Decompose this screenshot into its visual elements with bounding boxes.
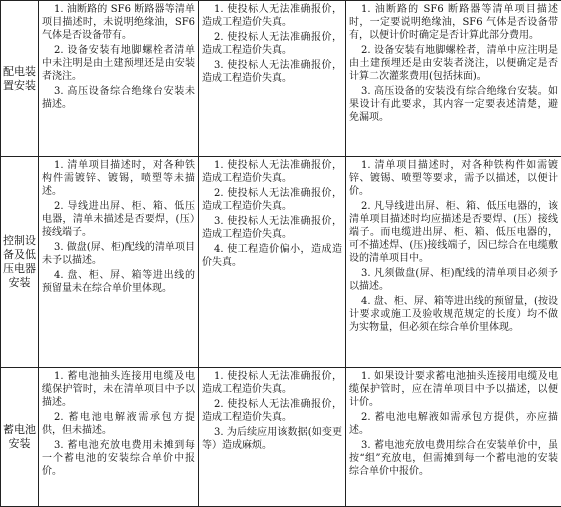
consequence-item: 3. 使投标人无法准确报价，造成工程造价失真。 (202, 60, 342, 84)
problem-item: 4. 盘、柜、屏、箱等进出线的预留量未在综合单价里体现。 (42, 270, 195, 294)
solution-item: 3. 蓄电池充放电费用综合在安装单价中，虽按“组”充放电，但需摊到每一个蓄电池的安装综合单价中报价。 (349, 440, 558, 477)
problem-item: 1. 蓄电池抽头连接用电缆及电缆保护管时，未在清单项目中予以描述。 (42, 371, 195, 408)
solution-item: 4. 盘、柜、屏、箱等进出线的预留量，(按设计要求或施工及验收规范规定的长度）均不做为实物量，但必须在综合单价里体现。 (349, 296, 558, 333)
category-cell: 控制设备及低压电器安装 (1, 157, 39, 368)
consequence-item: 2. 使投标人无法准确报价，造成工程造价失真。 (202, 32, 342, 56)
consequence-cell (199, 157, 346, 368)
category-cell: 蓄电池安装 (1, 368, 39, 507)
solution-item: 3. 高压设备的安装没有综合绝缘台安装。如果设计有此要求，其内容一定要表述清楚，避免漏项。 (349, 86, 558, 123)
table-row (1, 1, 561, 157)
problem-item: 2. 蓄电池电解液需承包方提供，但未描述。 (42, 412, 195, 436)
table-row (1, 368, 561, 507)
consequence-item: 4. 使工程造价偏小，造成造价失真。 (202, 244, 342, 268)
solution-item: 3. 凡须做盘(屏、柜)配线的清单项目必须予以描述。 (349, 268, 558, 292)
problem-item: 2. 设备安装有地脚螺栓者清单中未注明是由土建预埋还是由安装者浇注。 (42, 45, 195, 82)
problem-cell (39, 157, 199, 368)
consequence-item: 3. 为后续应用该数据(如变更等）造成麻烦。 (202, 427, 342, 451)
solution-item: 2. 设备安装有地脚螺栓者，清单中应注明是由土建预埋还是由安装者浇注，以便确定是否计算二次灌浆费用(包括抹面)。 (349, 45, 558, 82)
solution-cell (346, 368, 561, 507)
problem-item: 3. 高压设备综合绝缘台安装未描述。 (42, 86, 195, 110)
solution-cell (346, 1, 561, 157)
consequence-item: 2. 使投标人无法准确报价，造成工程造价失真。 (202, 188, 342, 212)
category-cell: 配电装置安装 (1, 1, 39, 157)
problem-item: 3. 做盘(屏、柜)配线的清单项目未予以描述。 (42, 242, 195, 266)
solution-item: 2. 蓄电池电解液如需承包方提供，亦应描述。 (349, 412, 558, 436)
problem-item: 1. 油断路的 SF6 断路器等清单项目描述时，未说明绝缘油，SF6 气体是否设备带有。 (42, 4, 195, 41)
problem-item: 2. 导线进出屏、柜、箱、低压电器，清单未描述是否要焊，(压）接线端子。 (42, 201, 195, 238)
consequence-item: 1. 使投标人无法准确报价，造成工程造价失真。 (202, 160, 342, 184)
problem-cell (39, 1, 199, 157)
table-row (1, 157, 561, 368)
consequence-cell (199, 1, 346, 157)
solution-item: 1. 如果设计要求蓄电池抽头连接用电缆及电缆保护管时，应在清单项目中予以描述，以便计价。 (349, 371, 558, 408)
consequence-item: 1. 使投标人无法准确报价，造成工程造价失真。 (202, 4, 342, 28)
solution-item: 1. 油断路的 SF6 断路器等清单项目描述时，一定要说明绝缘油，SF6 气体是否设备带有，以便计价时确定是否计算此部分费用。 (349, 4, 558, 41)
problem-cell (39, 368, 199, 507)
consequence-item: 3. 使投标人无法准确报价，造成工程造价失真。 (202, 216, 342, 240)
solution-cell (346, 157, 561, 368)
solution-item: 1. 清单项目描述时，对各种铁构件如需镀锌、镀锡、喷塑等要求，需予以描述，以便计价。 (349, 160, 558, 197)
consequence-item: 2. 使投标人无法准确报价，造成工程造价失真。 (202, 399, 342, 423)
consequence-cell (199, 368, 346, 507)
problem-item: 3. 蓄电池充放电费用未摊到每一个蓄电池的安装综合单价中报价。 (42, 440, 195, 477)
consequence-item: 1. 使投标人无法准确报价，造成工程造价失真。 (202, 371, 342, 395)
problem-item: 1. 清单项目描述时，对各种铁构件需镀锌、镀锡，喷塑等未描述。 (42, 160, 195, 197)
solution-item: 2. 凡导线进出屏、柜、箱、低压电器的，该清单项目描述时均应描述是否要焊、(压）接线端子。而电缆进出屏、柜、箱、低压电器的，可不描述焊、(压)接线端子，因已综合在电缆敷设的清单项目中。 (349, 201, 558, 264)
